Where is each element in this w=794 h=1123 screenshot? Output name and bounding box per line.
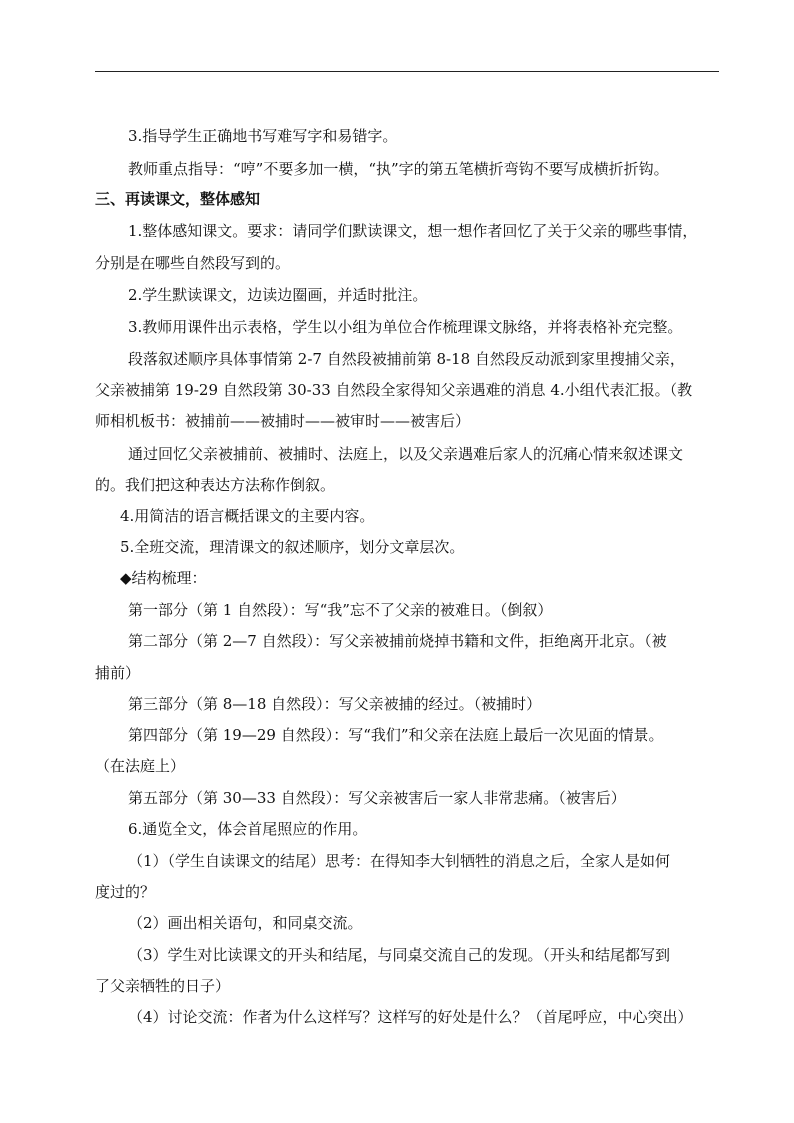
paragraph-line: 3.教师用课件出示表格，学生以小组为单位合作梳理课文脉络，并将表格补充完整。 — [128, 318, 683, 336]
paragraph-line: 4.用简洁的语言概括课文的主要内容。 — [120, 507, 375, 525]
paragraph-line: 第三部分（第 8—18 自然段）：写父亲被捕的经过。（被捕时） — [128, 695, 542, 713]
paragraph-line: （3）学生对比读课文的开头和结尾，与同桌交流自己的发现。（开头和结尾都写到 — [128, 946, 671, 964]
paragraph-line: 度过的？ — [95, 883, 156, 901]
paragraph-line: 6.通览全文，体会首尾照应的作用。 — [128, 820, 368, 838]
paragraph-line: 2.学生默读课文，边读边圈画，并适时批注。 — [128, 286, 428, 304]
paragraph-line: 的。我们把这种表达方法称作倒叙。 — [95, 476, 336, 494]
paragraph-line: （4）讨论交流：作者为什么这样写？这样写的好处是什么？（首尾呼应，中心突出） — [128, 1008, 693, 1026]
paragraph-line: 1.整体感知课文。要求：请同学们默读课文，想一想作者回忆了关于父亲的哪些事情， — [128, 222, 698, 240]
paragraph-line: （1）（学生自读课文的结尾）思考：在得知李大钊牺牲的消息之后，全家人是如何 — [128, 852, 671, 870]
paragraph-line: 3.指导学生正确地书写难写字和易错字。 — [128, 127, 398, 145]
paragraph-line: 父亲被捕第 19-29 自然段第 30-33 自然段全家得知父亲遇难的消息 4.小组代表汇报。（教 — [95, 381, 693, 399]
paragraph-line: 了父亲牺牲的日子） — [95, 977, 231, 995]
header-rule — [95, 71, 719, 72]
paragraph-line: 第五部分（第 30—33 自然段）：写父亲被害后一家人非常悲痛。（被害后） — [128, 789, 626, 807]
paragraph-line: 第一部分（第 1 自然段）：写“我”忘不了父亲的被难日。（倒叙） — [128, 601, 553, 619]
paragraph-line: 师相机板书：被捕前——被捕时——被审时——被害后） — [95, 412, 471, 430]
paragraph-line: 第四部分（第 19—29 自然段）：写“我们”和父亲在法庭上最后一次见面的情景。 — [128, 726, 664, 744]
paragraph-line: ◆结构梳理： — [120, 569, 207, 587]
paragraph-line: 教师重点指导：“哼”不要多加一横，“执”字的第五笔横折弯钩不要写成横折折钩。 — [128, 160, 669, 178]
paragraph-line: 分别是在哪些自然段写到的。 — [95, 254, 291, 272]
paragraph-line: 捕前） — [95, 664, 141, 682]
paragraph-line: （在法庭上） — [95, 757, 186, 775]
paragraph-line: 通过回忆父亲被捕前、被捕时、法庭上，以及父亲遇难后家人的沉痛心情来叙述课文 — [128, 445, 684, 463]
paragraph-line: （2）画出相关语句，和同桌交流。 — [128, 914, 363, 932]
paragraph-line: 第二部分（第 2—7 自然段）：写父亲被捕前烧掉书籍和文件，拒绝离开北京。（被 — [128, 632, 667, 650]
section-heading: 三、再读课文，整体感知 — [95, 190, 261, 208]
paragraph-line: 5.全班交流，理清课文的叙述顺序，划分文章层次。 — [120, 538, 465, 556]
paragraph-line: 段落叙述顺序具体事情第 2-7 自然段被捕前第 8-18 自然段反动派到家里搜捕父亲， — [128, 350, 685, 368]
